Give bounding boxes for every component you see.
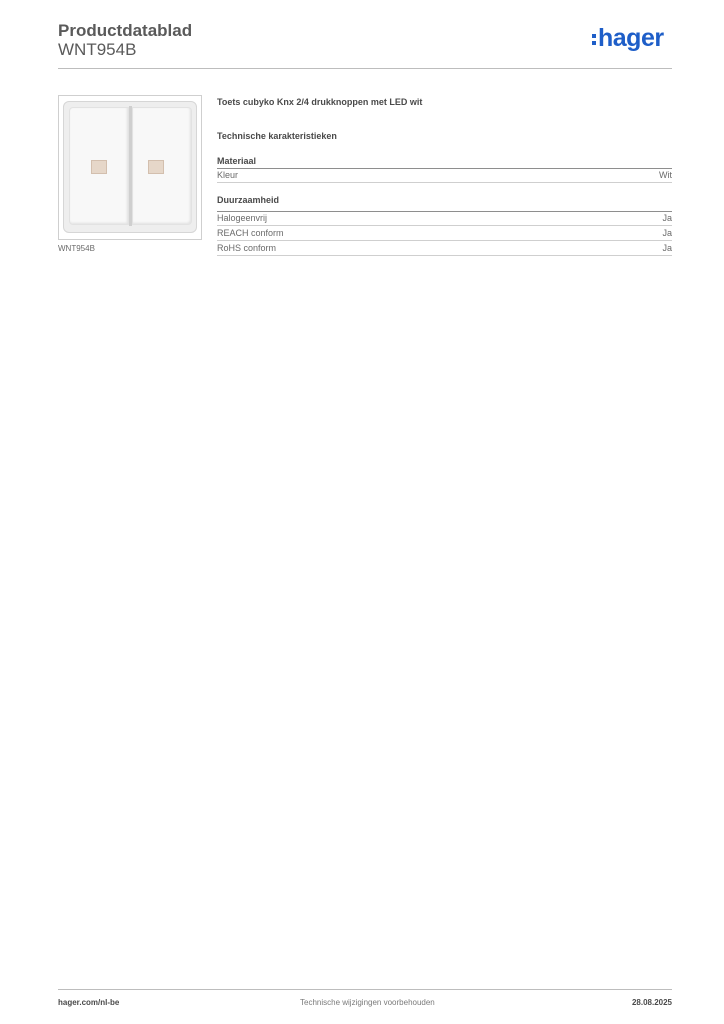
switch-plate (63, 101, 197, 233)
header-divider (58, 68, 672, 69)
spec-value: Wit (659, 170, 672, 180)
footer-date: 28.08.2025 (631, 998, 672, 1007)
image-caption: WNT954B (58, 244, 95, 253)
spec-row (217, 169, 672, 183)
spec-row (217, 212, 672, 226)
footer-website-link[interactable]: hager.com/nl-be (58, 998, 120, 1007)
spec-row (217, 227, 672, 241)
product-title: Toets cubyko Knx 2/4 drukknoppen met LED wit (217, 97, 423, 107)
logo-text: hager (598, 24, 664, 52)
section-title: Duurzaamheid (217, 195, 280, 205)
spec-label: Halogeenvrij (217, 213, 268, 223)
spec-row (217, 242, 672, 256)
product-image (58, 95, 202, 240)
hager-logo (592, 26, 664, 51)
spec-label: REACH conform (217, 228, 284, 238)
logo-colon-icon (592, 28, 597, 47)
spec-label: RoHS conform (217, 243, 277, 253)
spec-value: Ja (662, 228, 672, 238)
product-code: WNT954B (58, 40, 137, 59)
spec-value: Ja (662, 213, 672, 223)
right-led-icon (148, 160, 164, 174)
document-title: Productdatablad (58, 21, 193, 40)
footer-disclaimer: Technische wijzigingen voorbehouden (300, 998, 435, 1007)
footer-divider (58, 989, 672, 990)
spec-label: Kleur (217, 170, 239, 180)
rocker-split (129, 106, 132, 226)
specs-heading: Technische karakteristieken (217, 131, 337, 141)
spec-value: Ja (662, 243, 672, 253)
left-led-icon (91, 160, 107, 174)
section-title: Materiaal (217, 156, 257, 166)
